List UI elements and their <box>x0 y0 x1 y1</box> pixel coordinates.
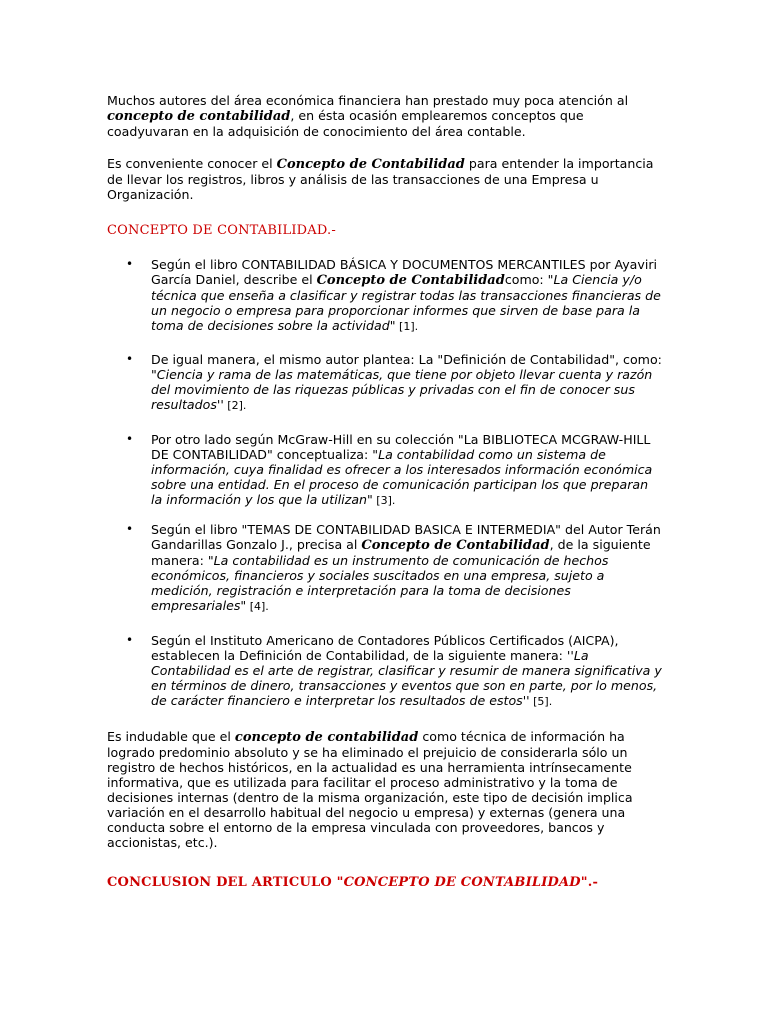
text: para entender la importancia de llevar los registros, libros y análisis de las transacciones de una Empresa u Organización. <box>107 156 654 202</box>
reference-link[interactable]: [5]. <box>529 695 553 708</box>
keyword: Concepto de Contabilidad <box>361 538 550 553</box>
text: como técnica de información ha logrado predominio absoluto y se ha eliminado el prejuicio de considerarla sólo un registro de hechos históricos, en la actualidad es una herramienta intrínsecamente informativa, que es utilizada para facilitar el proceso administrativo y la toma de decisiones internas (dentro de la misma organización, este tipo de decisión implica variación en el desarrollo habitual del negocio u empresa) y externas (genera una conducta sobre el entorno de la empresa vinculada con proveedores, bancos y accionistas, etc.). <box>107 729 633 850</box>
text: Por otro lado según McGraw-Hill en su colección "La BIBLIOTECA MCGRAW-HILL DE CONTABILIDAD" conceptualiza: " <box>151 432 651 462</box>
text: , en ésta ocasión emplearemos conceptos que coadyuvaran en la adquisición de conocimiento del área contable. <box>107 108 584 139</box>
keyword: concepto de contabilidad <box>234 730 419 745</box>
bullet-dot: • <box>126 352 134 366</box>
bullet-item-1 <box>151 257 663 334</box>
text: Es indudable que el <box>107 729 235 744</box>
reference-link[interactable]: [2]. <box>223 399 247 412</box>
intro-paragraph-1 <box>107 93 663 139</box>
text: Según el libro CONTABILIDAD BÁSICA Y DOCUMENTOS MERCANTILES por Ayaviri García Daniel, describe el <box>151 257 658 287</box>
reference-link[interactable]: [3]. <box>372 494 396 507</box>
bullet-dot: • <box>126 633 134 647</box>
keyword: concepto de contabilidad <box>107 109 291 124</box>
text: como: " <box>504 272 554 287</box>
bullet-item-2 <box>151 352 663 413</box>
keyword: Concepto de Contabilidad <box>276 157 465 172</box>
text: ".- <box>580 875 599 890</box>
text: Según el libro "TEMAS DE CONTABILIDAD BASICA E INTERMEDIA" del Autor Terán Gandarillas Gonzalo J., precisa al <box>151 522 661 552</box>
section-heading-concepto: CONCEPTO DE CONTABILIDAD.- <box>107 223 336 238</box>
bullet-item-4 <box>151 522 663 614</box>
quote: La Contabilidad es el arte de registrar, clasificar y resumir de manera significativa y en términos de dinero, transacciones y eventos que son en parte, por lo menos, de carácter financiero e interpretar los resultados de estos'' <box>151 648 662 708</box>
bullet-item-5 <box>151 633 663 709</box>
text: Es conveniente conocer el <box>107 156 277 171</box>
text: CONCEPTO DE CONTABILIDAD <box>343 875 581 890</box>
bullet-dot: • <box>126 522 134 536</box>
text: , de la siguiente manera: " <box>151 537 651 568</box>
intro-paragraph-2 <box>107 156 663 202</box>
quote: La Ciencia y/o técnica que enseña a clasificar y registrar todas las transacciones financieras de un negocio o empresa para proporcionar informes que sirven de base para la toma de decisiones sobre la actividad" <box>151 272 661 333</box>
quote: La contabilidad como un sistema de información, cuya finalidad es ofrecer a los interesados información económica sobre una entidad. En el proceso de comunicación participan los que preparan la información y los que la utilizan" <box>151 447 653 507</box>
bullet-dot: • <box>126 432 134 446</box>
text: Según el Instituto Americano de Contadores Públicos Certificados (AICPA), establecen la Definición de Contabilidad, de la siguiente manera: '' <box>151 633 619 663</box>
bullet-dot: • <box>126 257 134 271</box>
reference-link[interactable]: [4]. <box>246 600 269 613</box>
closing-paragraph <box>107 729 663 850</box>
text: CONCLUSION DEL ARTICULO " <box>107 875 344 890</box>
quote: La contabilidad es un instrumento de comunicación de hechos económicos, financieros y sociales suscitados en una empresa, sujeto a medición, registración e interpretación para la toma de decisiones empresariales" <box>151 553 609 613</box>
quote: Ciencia y rama de las matemáticas, que tiene por objeto llevar cuenta y razón del movimiento de las riquezas públicas y privadas con el fin de conocer sus resultados'' <box>151 367 653 412</box>
keyword: Concepto de Contabilidad <box>316 273 505 288</box>
reference-link[interactable]: [1]. <box>395 320 419 333</box>
text: Muchos autores del área económica financiera han prestado muy poca atención al <box>107 93 629 108</box>
text: De igual manera, el mismo autor plantea: La "Definición de Contabilidad", como: " <box>151 352 662 382</box>
section-heading-conclusion <box>107 875 598 890</box>
bullet-item-3 <box>151 432 663 508</box>
